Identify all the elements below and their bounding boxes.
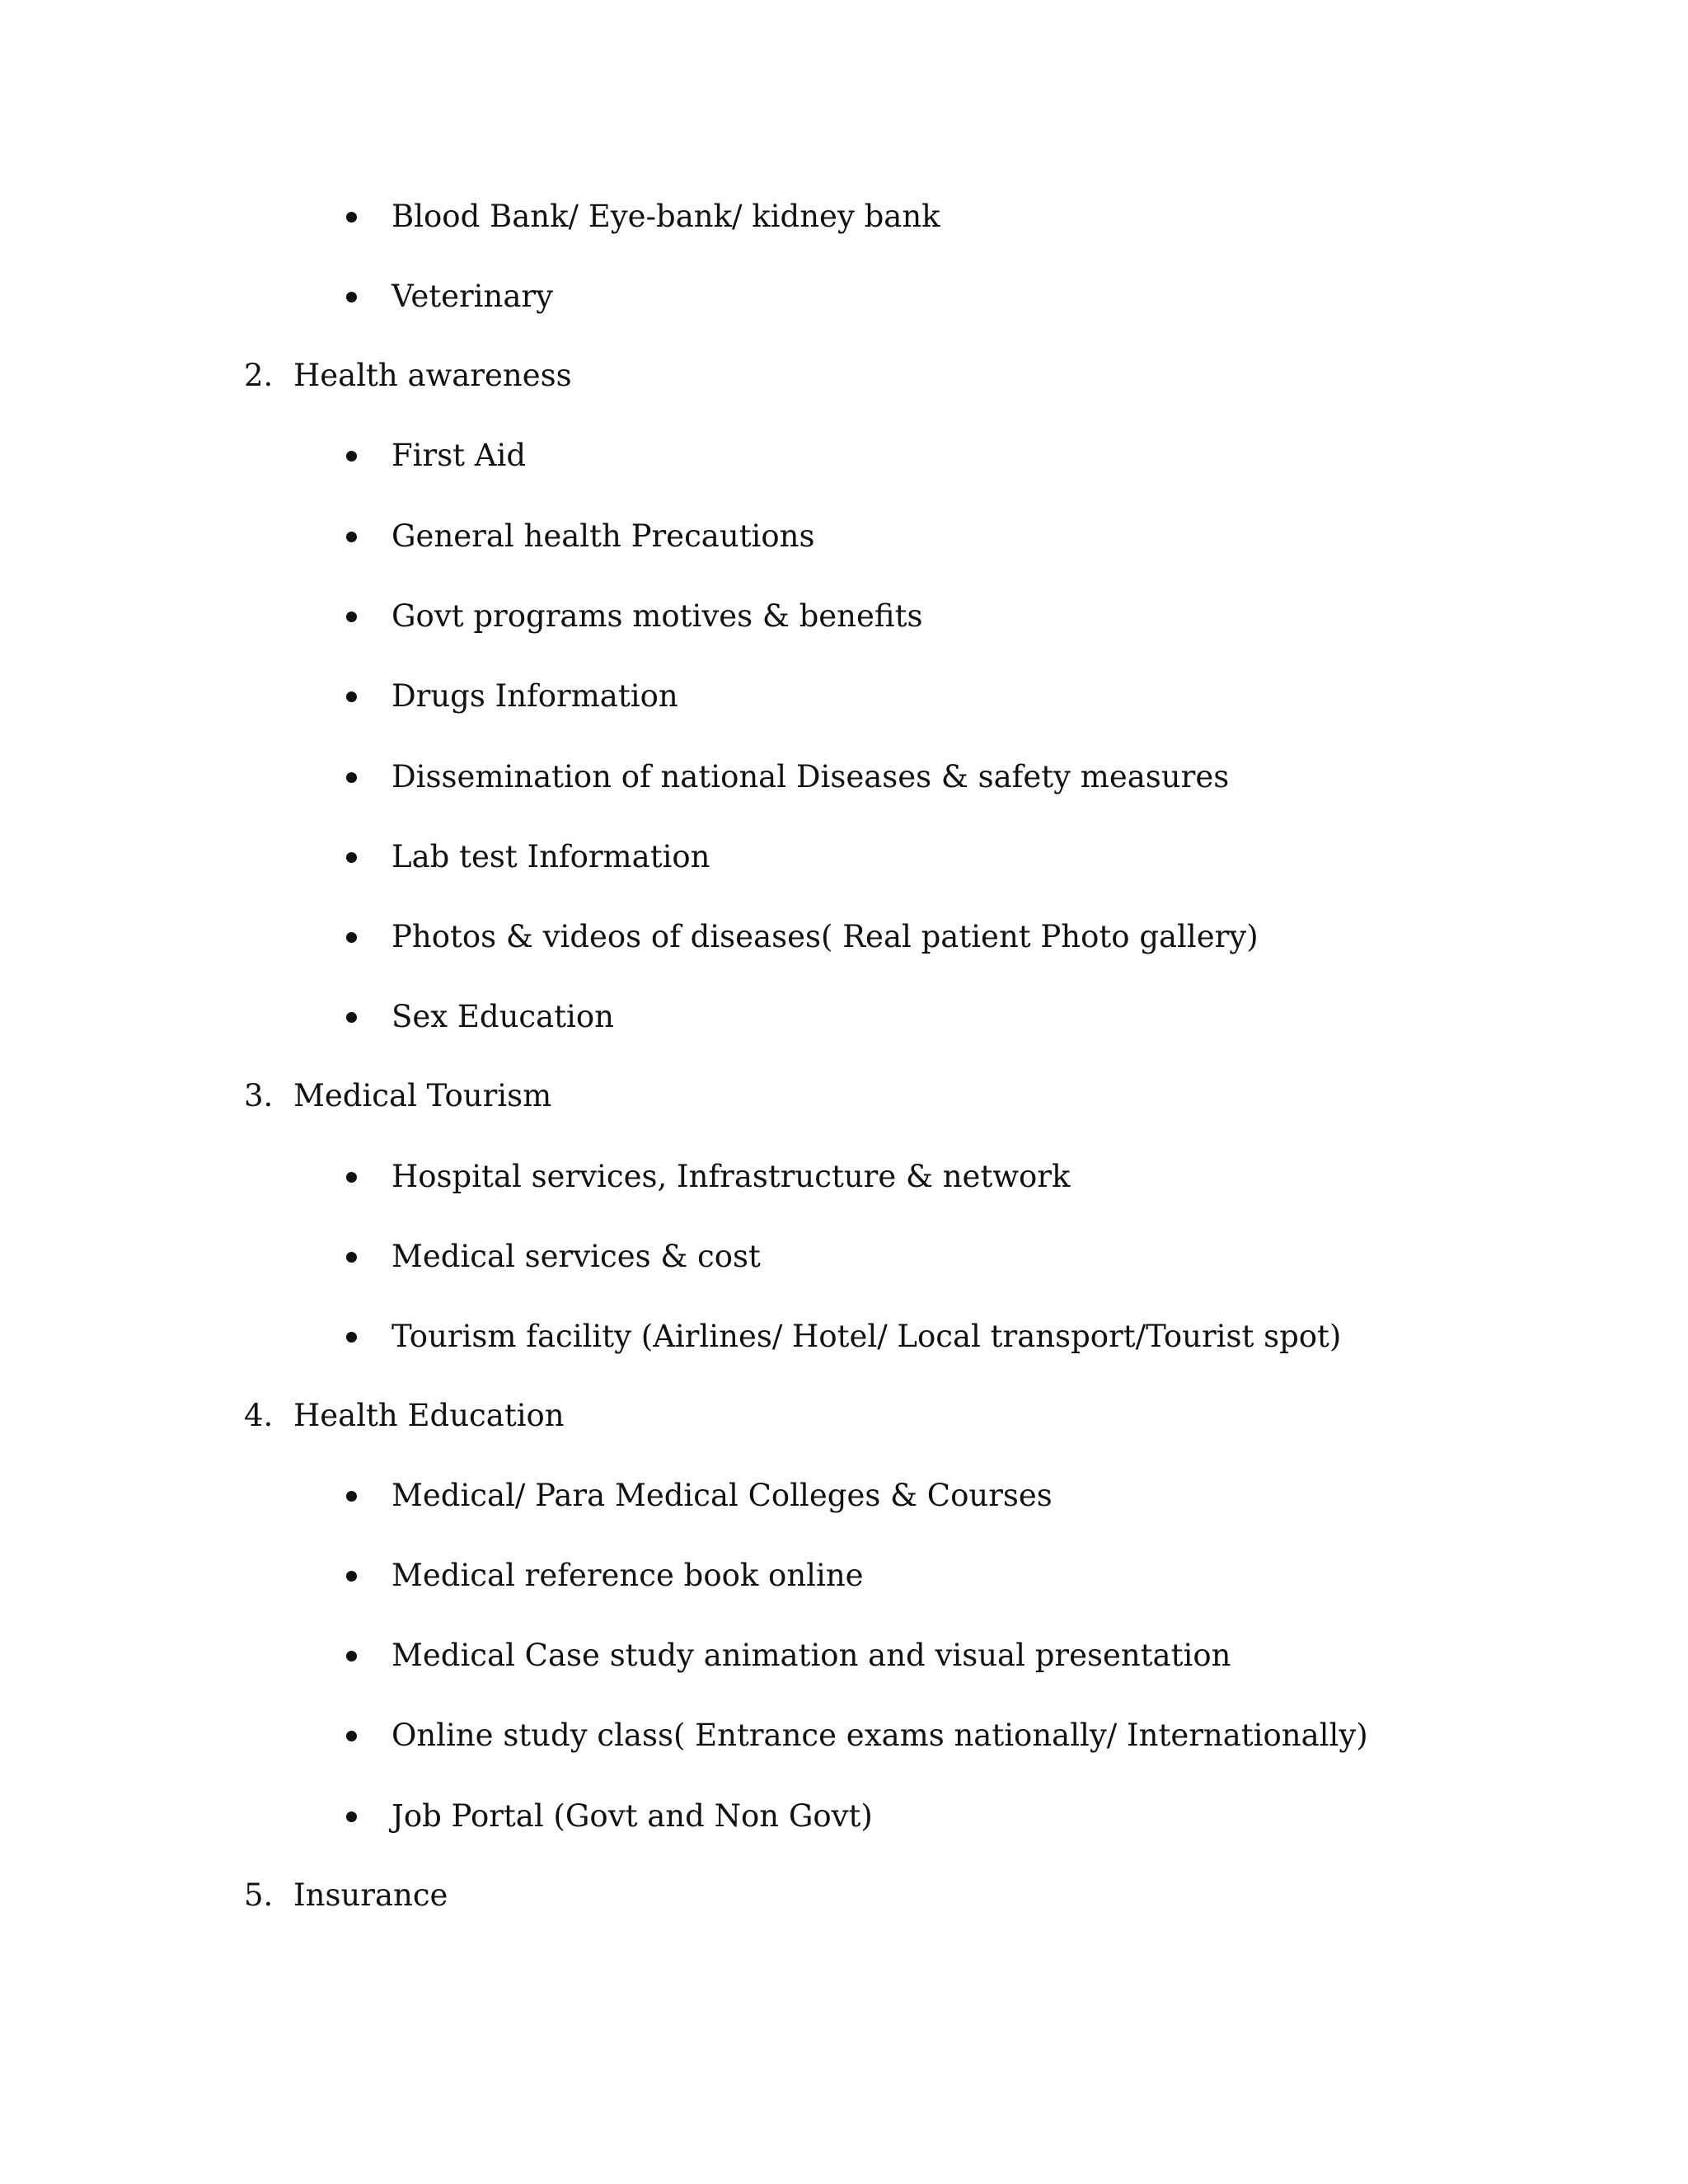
bullet-item [392,832,710,882]
bullet-icon [346,1731,357,1741]
bullet-icon [346,691,357,702]
bullet-icon [346,212,357,223]
bullet-icon [346,1172,357,1183]
bullet-icon [346,1811,357,1822]
item-text: General health Precautions [392,518,815,554]
item-text: Medical services & cost [392,1239,761,1274]
bullet-icon [346,1012,357,1023]
item-number: 3. [244,1078,274,1113]
item-text: Veterinary [392,279,553,314]
item-text: Health Education [293,1398,565,1433]
numbered-item [244,1071,552,1121]
bullet-item [392,1631,1231,1680]
bullet-item [392,992,614,1042]
bullet-item [392,431,526,480]
bullet-item [392,672,678,721]
bullet-item [392,1551,864,1601]
item-text: Sex Education [392,999,614,1034]
item-number: 2. [244,358,274,393]
bullet-item [392,912,1259,962]
bullet-icon [346,451,357,462]
bullet-item [392,272,553,321]
bullet-icon [346,1491,357,1502]
item-text: Hospital services, Infrastructure & network [392,1159,1071,1194]
item-text: Blood Bank/ Eye-bank/ kidney bank [392,199,940,234]
numbered-item [244,1871,448,1920]
bullet-icon [346,772,357,783]
numbered-item [244,351,572,401]
item-text: Drugs Information [392,678,678,714]
item-text: Govt programs motives & benefits [392,598,923,634]
item-text: Lab test Information [392,839,710,874]
bullet-icon [346,292,357,302]
bullet-item [392,1711,1368,1760]
bullet-icon [346,1651,357,1661]
bullet-item [392,1312,1341,1361]
bullet-icon [346,612,357,622]
item-text: Medical reference book online [392,1558,864,1593]
bullet-icon [346,532,357,542]
bullet-item [392,1792,873,1841]
bullet-item [392,192,940,241]
item-text: Insurance [293,1877,448,1913]
bullet-item [392,752,1229,802]
item-text: Online study class( Entrance exams nationally/ Internationally) [392,1718,1368,1753]
item-text: Medical Case study animation and visual presentation [392,1638,1231,1673]
bullet-icon [346,1571,357,1582]
item-text: Medical Tourism [293,1078,552,1113]
item-text: Dissemination of national Diseases & safety measures [392,759,1230,794]
bullet-icon [346,932,357,943]
item-text: Health awareness [293,358,572,393]
bullet-item [392,592,922,641]
item-text: Tourism facility (Airlines/ Hotel/ Local transport/Tourist spot) [392,1319,1342,1354]
item-text: Medical/ Para Medical Colleges & Courses [392,1478,1053,1513]
bullet-icon [346,1252,357,1263]
item-text: First Aid [392,438,527,473]
bullet-item [392,1471,1053,1521]
bullet-icon [346,1332,357,1343]
item-number: 4. [244,1398,274,1433]
bullet-item [392,1152,1070,1202]
numbered-item [244,1391,565,1441]
bullet-item [392,1232,761,1282]
item-number: 5. [244,1877,274,1913]
bullet-icon [346,852,357,863]
bullet-item [392,512,814,561]
item-text: Photos & videos of diseases( Real patient Photo gallery) [392,919,1259,954]
item-text: Job Portal (Govt and Non Govt) [392,1798,873,1834]
